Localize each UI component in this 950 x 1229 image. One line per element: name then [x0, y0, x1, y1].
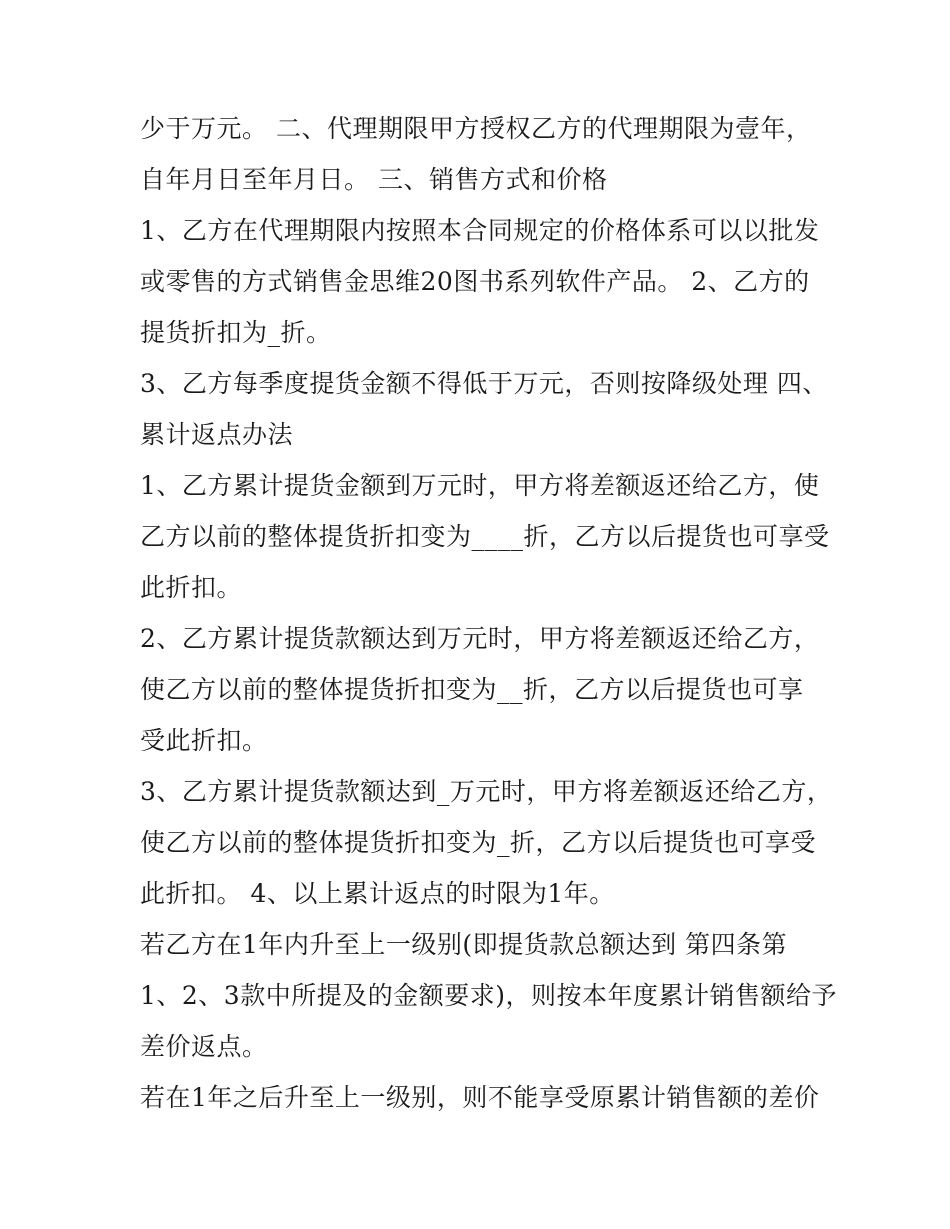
text-line: 此折扣。 4、以上累计返点的时限为1年。 — [140, 879, 615, 908]
text-line: 使乙方以前的整体提货折扣变为__折，乙方以后提货也可享 — [140, 675, 804, 704]
text-line: 累计返点办法 — [140, 420, 294, 449]
text-line: 1、乙方累计提货金额到万元时，甲方将差额返还给乙方，使 — [140, 471, 820, 500]
text-line: 3、乙方每季度提货金额不得低于万元，否则按降级处理 四、 — [140, 369, 828, 398]
text-line: 2、乙方累计提货款额达到万元时，甲方将差额返还给乙方， — [140, 624, 820, 653]
document-body — [140, 103, 837, 1123]
text-line: 差价返点。 — [140, 1032, 268, 1061]
text-line: 受此折扣。 — [140, 726, 268, 755]
text-line: 或零售的方式销售金思维20图书系列软件产品。 2、乙方的 — [140, 267, 810, 296]
text-line: 1、乙方在代理期限内按照本合同规定的价格体系可以以批发 — [140, 216, 820, 245]
text-line: 少于万元。 二、代理期限甲方授权乙方的代理期限为壹年， — [140, 114, 812, 143]
text-line: 乙方以前的整体提货折扣变为____折，乙方以后提货也可享受 — [140, 522, 830, 551]
text-line: 此折扣。 — [140, 573, 243, 602]
text-line: 自年月日至年月日。 三、销售方式和价格 — [140, 165, 608, 194]
text-line: 若乙方在1年内升至上一级别(即提货款总额达到 第四条第 — [140, 930, 788, 959]
text-line: 提货折扣为_折。 — [140, 318, 332, 347]
text-line: 若在1年之后升至上一级别，则不能享受原累计销售额的差价 — [140, 1083, 820, 1112]
text-line: 3、乙方累计提货款额达到_万元时，甲方将差额返还给乙方， — [140, 777, 833, 806]
text-line: 1、2、3款中所提及的金额要求)，则按本年度累计销售额给予 — [140, 981, 837, 1010]
text-line: 使乙方以前的整体提货折扣变为_折，乙方以后提货也可享受 — [140, 828, 817, 857]
